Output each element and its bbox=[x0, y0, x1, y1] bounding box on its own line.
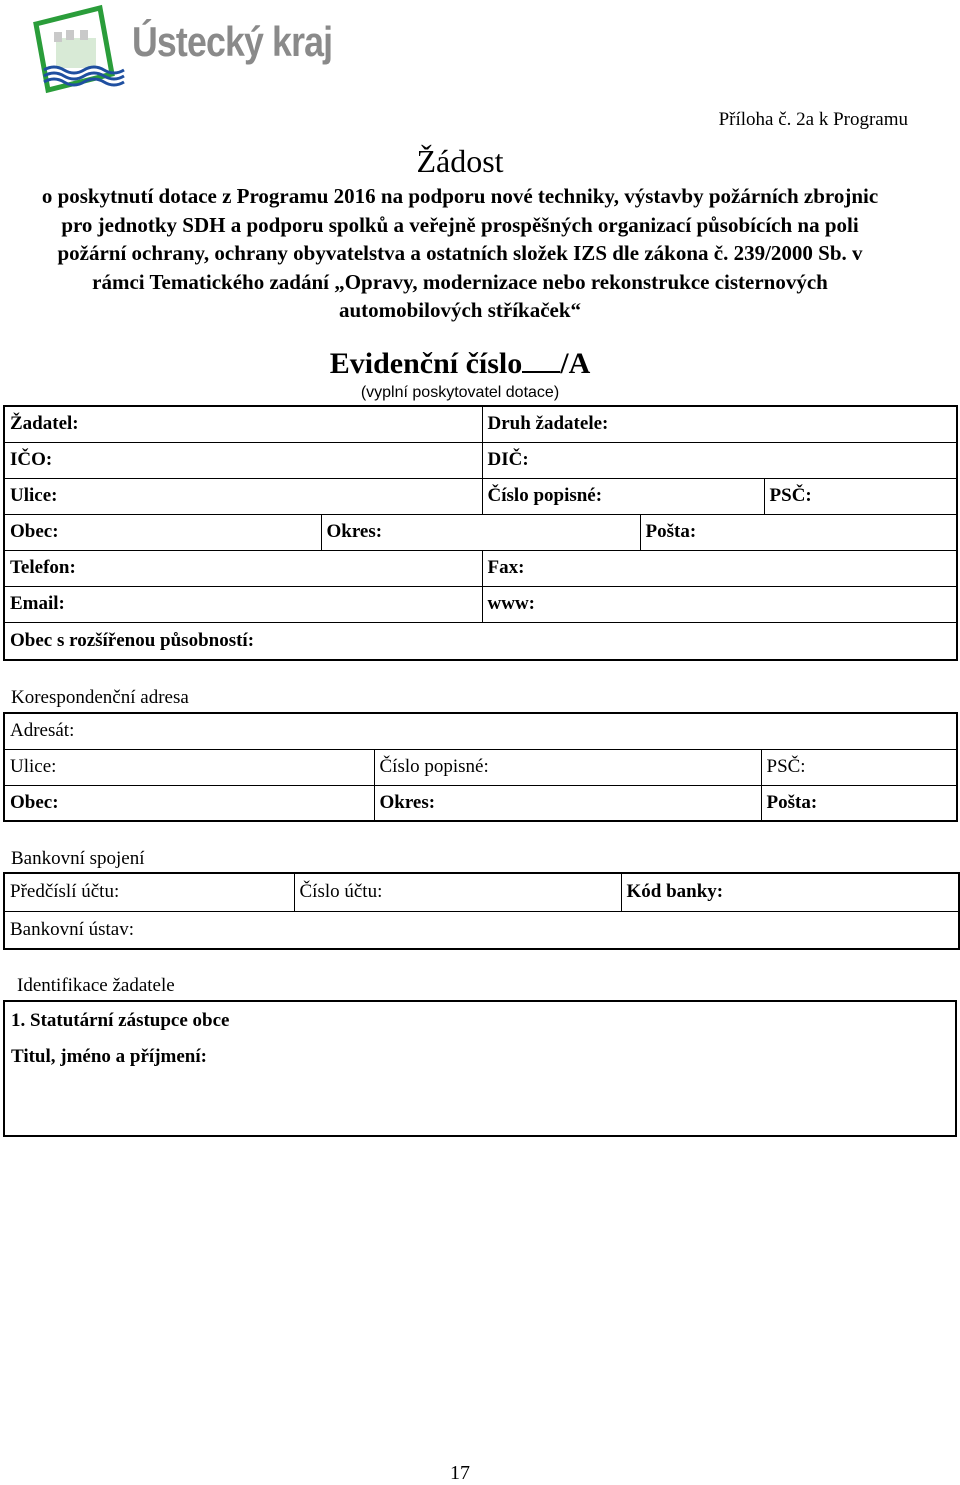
document-subtitle: o poskytnutí dotace z Programu 2016 na podporu nové techniky, výstavby požárních zbrojnic pro jednotky SDH a podporu spolků a veřejně prospěšných organizací působících na poli požární ochrany, ochrany obyvatelstva a ostatních složek IZS dle zákona č. 239/2000 Sb. v rámci Tematického zadání „Opravy, modernizace nebo rekonstrukce cisternových automobilových stříkaček“ bbox=[41, 184, 879, 322]
castle-logo-icon bbox=[30, 4, 130, 94]
email-field[interactable]: Email: bbox=[4, 586, 482, 622]
predcisli-field[interactable]: Předčíslí účtu: bbox=[4, 873, 294, 911]
attachment-label: Příloha č. 2a k Programu bbox=[718, 109, 908, 130]
posta-field[interactable]: Pošta: bbox=[640, 514, 957, 550]
orp-field[interactable]: Obec s rozšířenou působností: bbox=[4, 622, 957, 660]
bankovni-ustav-field[interactable]: Bankovní ústav: bbox=[4, 911, 959, 949]
logo-text: Ústecký kraj bbox=[132, 18, 333, 65]
evidence-note: (vyplní poskytovatel dotace) bbox=[360, 384, 560, 401]
psc-field[interactable]: PSČ: bbox=[764, 478, 957, 514]
corr-cislo-popisne-field[interactable]: Číslo popisné: bbox=[374, 749, 761, 785]
corr-posta-field[interactable]: Pošta: bbox=[761, 785, 957, 821]
ulice-field[interactable]: Ulice: bbox=[4, 478, 482, 514]
corr-ulice-field[interactable]: Ulice: bbox=[4, 749, 374, 785]
document-title: Žádost bbox=[416, 143, 504, 179]
bank-heading: Bankovní spojení bbox=[11, 848, 145, 869]
evidence-number bbox=[0, 345, 920, 381]
telefon-field[interactable]: Telefon: bbox=[4, 550, 482, 586]
www-field[interactable]: www: bbox=[482, 586, 957, 622]
dic-field[interactable]: DIČ: bbox=[482, 442, 957, 478]
identification-box bbox=[3, 1000, 957, 1137]
bank-table bbox=[3, 872, 960, 950]
page-number: 17 bbox=[450, 1462, 470, 1484]
name-field[interactable]: Titul, jméno a příjmení: bbox=[11, 1046, 207, 1067]
applicant-table bbox=[3, 405, 958, 661]
cislo-popisne-field[interactable]: Číslo popisné: bbox=[482, 478, 764, 514]
evidence-suffix: /A bbox=[560, 347, 591, 380]
fax-field[interactable]: Fax: bbox=[482, 550, 957, 586]
okres-field[interactable]: Okres: bbox=[321, 514, 640, 550]
adresat-field[interactable]: Adresát: bbox=[4, 713, 957, 749]
corr-psc-field[interactable]: PSČ: bbox=[761, 749, 957, 785]
identification-heading: Identifikace žadatele bbox=[17, 975, 175, 996]
druh-zadatele-field[interactable]: Druh žadatele: bbox=[482, 406, 957, 442]
ico-field[interactable]: IČO: bbox=[4, 442, 482, 478]
evidence-blank bbox=[522, 345, 560, 373]
evidence-label: Evidenční číslo bbox=[329, 347, 523, 380]
obec-field[interactable]: Obec: bbox=[4, 514, 321, 550]
correspondence-table bbox=[3, 712, 958, 822]
corr-obec-field[interactable]: Obec: bbox=[4, 785, 374, 821]
zadatel-field[interactable]: Žadatel: bbox=[4, 406, 482, 442]
kod-banky-field[interactable]: Kód banky: bbox=[621, 873, 959, 911]
correspondence-heading: Korespondenční adresa bbox=[11, 687, 189, 708]
corr-okres-field[interactable]: Okres: bbox=[374, 785, 761, 821]
cislo-uctu-field[interactable]: Číslo účtu: bbox=[294, 873, 621, 911]
identification-item: 1. Statutární zástupce obce bbox=[11, 1010, 230, 1031]
